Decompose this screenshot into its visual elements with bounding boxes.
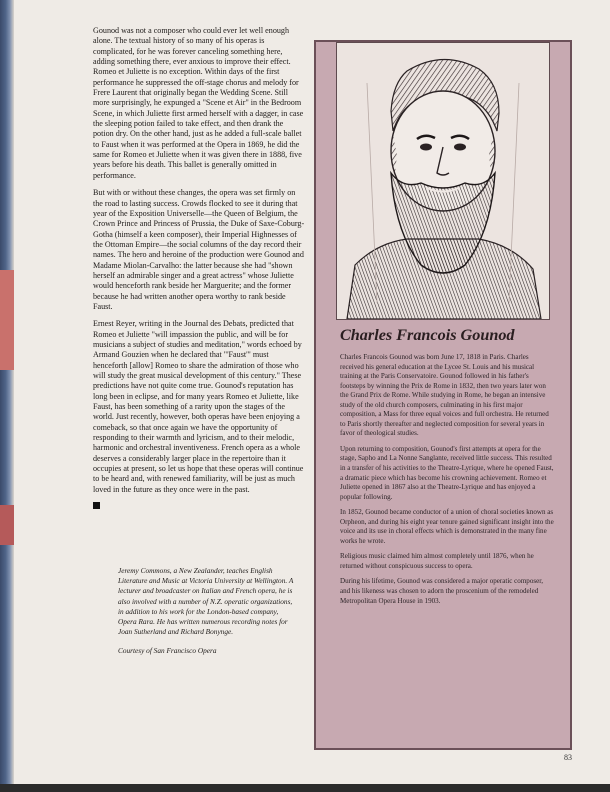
article-paragraph: But with or without these changes, the opera was set firmly on the road to lasting success. Crowds flocked to see it during that year of the Exposition Universelle—the Queen of Belgium, the Crown Prince and Princess of Prussia, the Duke of Saxe-Coburg-Gotha (himself a keen composer), their Imperial Highnesses of the Ottoman Empire—the social columns of the day record their names. The hero and heroine of the production were Gounod and Madame Miolan-Carvalho: the latter because she had "shown herself an admirable singer and a great actress" whose Juliette would henceforth rank beside her Marguerite; and the former because he had written another opera worthy to rank beside Faust. <box>93 188 305 311</box>
sidebar-paragraph: Charles Francois Gounod was born June 17, 1818 in Paris. Charles received his general education at the Lycee St. Louis and his musical training at the Paris Conservatoire. Gounod followed in his father's footsteps by winning the Prix de Rome in 1832, then two years later won the Grand Prix de Rome. While studying in Rome, he began an intensive study of the old church composers, culminating in his first major composition, a Mass for three equal voices and full orchestra. He returned to Paris shortly thereafter and neglected composition for several years in favor of theological studies. <box>340 353 549 438</box>
sidebar-body <box>340 353 554 612</box>
portrait-illustration <box>337 43 549 319</box>
composer-sidebar <box>314 40 572 750</box>
article-column <box>93 26 305 509</box>
author-bio <box>118 566 298 666</box>
page-number: 83 <box>564 753 572 762</box>
binding-accent-lower <box>0 505 14 545</box>
binding-edge <box>0 0 14 792</box>
page-bottom-edge <box>0 784 610 792</box>
sidebar-paragraph: During his lifetime, Gounod was considered a major operatic composer, and his likeness was chosen to adorn the proscenium of the remodeled Metropolitan Opera House in 1903. <box>340 577 544 605</box>
binding-accent <box>0 270 14 370</box>
end-of-article-mark <box>93 502 100 509</box>
author-bio-text: Jeremy Commons, a New Zealander, teaches English Literature and Music at Victoria University at Wellington. A lecturer and broadcaster on Italian and French opera, he is also involved with a number of N.Z. operatic organizations, in addition to his work for the London-based company, Opera Rara. He has written numerous recording notes for Joan Sutherland and Richard Bonynge. <box>118 566 294 637</box>
photo-credit: Courtesy of San Francisco Opera <box>118 646 217 656</box>
sidebar-paragraph: In 1852, Gounod became conductor of a union of choral societies known as Orpheon, and during his eight year tenure gained significant insight into the voice and its use in choral effects which is demonstrated in the many fine works he wrote. <box>340 508 554 545</box>
gounod-portrait-engraving <box>336 42 550 320</box>
article-paragraph: Gounod was not a composer who could ever let well enough alone. The textual history of so many of his operas is complicated, for he was forever canceling something here, adding something there, ever anxious to improve their effect. Romeo et Juliette is no exception. Within days of the first performance he suppressed the off-stage chorus and melody for Frere Laurent that originally began the Wedding Scene. Still more surprisingly, he expunged a "Scene et Air" in the Bedroom Scene, in which Juliette first armed herself with a dagger, in case the sleeping potion failed to take effect, and then drank the potion dry. On the other hand, just as he added a full-scale ballet to Faust when it was performed at the Opera in 1869, he did the same for Romeo et Juliette when it was given there in 1888, five years before his death. This ballet is generally omitted in performance. <box>93 26 304 180</box>
sidebar-title: Charles Francois Gounod <box>340 326 515 344</box>
article-paragraph: Ernest Reyer, writing in the Journal des Debats, predicted that Romeo et Juliette "will impassion the public, and will be for musicians a subject of studies and meditation," words echoed by Armand Gouzien when he declared that "'Faust'" must henceforth [allow] Romeo to share the admiration of those who will study the great musical development of this century." These predictions have not quite come true. Gounod's reputation has long been in eclipse, and for many years Romeo et Juliette, like Faust, has been something of a rarity upon the stages of the world. Just recently, however, both operas have been enjoying a comeback, so that once again we have the opportunity of responding to their warmth and lyricism, and to their melodic, harmonic and orchestral inventiveness. French opera as a whole deserves a considerably larger place in the repertoire than it occupies at present, so let us hope that these operas will continue to be heard and, with renewed familiarity, will be just as much loved in the future as they once were in the past. <box>93 319 304 494</box>
sidebar-paragraph: Upon returning to composition, Gounod's first attempts at opera for the stage, Sapho and La Nonne Sanglante, received little success. This resulted in a transfer of his activities to the Theatre-Lyrique, where he opened Faust, a dramatic piece which has become his crowning achievement. Romeo et Juliette opened in 1867 also at the Theatre-Lyrique and has enjoyed a popular following. <box>340 444 554 501</box>
sidebar-paragraph: Religious music claimed him almost completely until 1876, when he returned without conspicuous success to opera. <box>340 552 534 570</box>
